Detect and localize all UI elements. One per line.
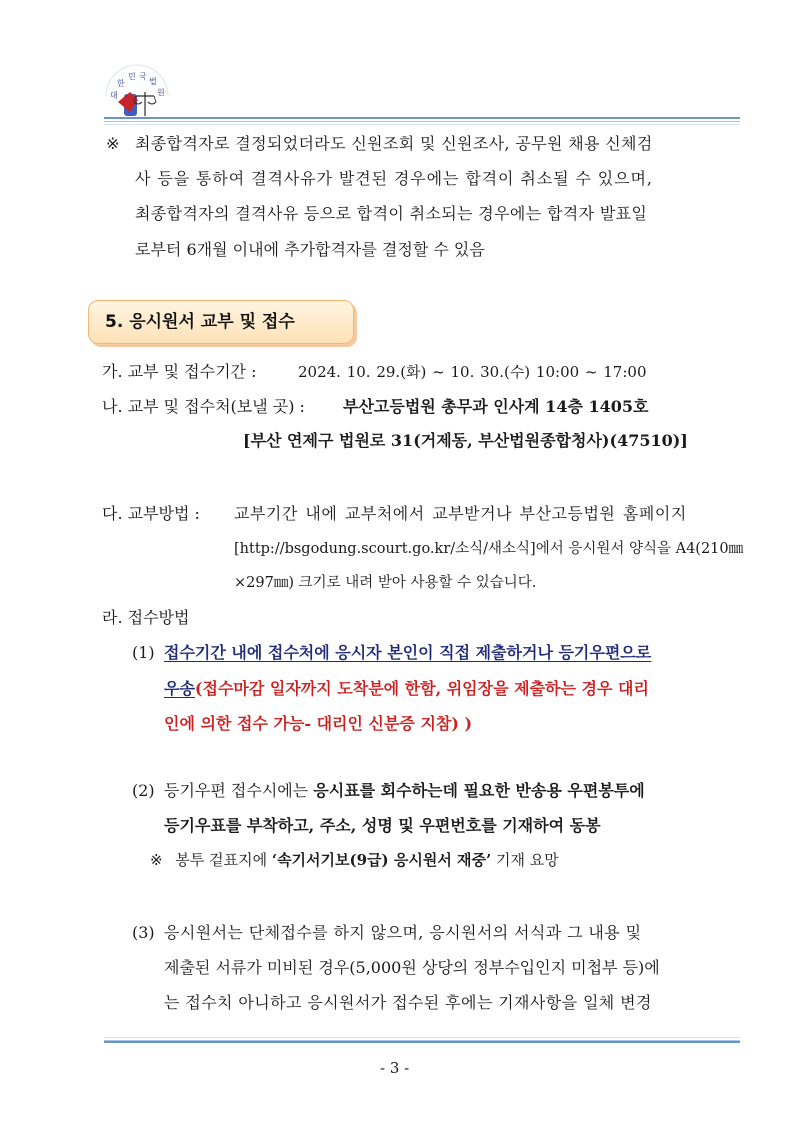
sub2-line-1 [164,781,645,801]
section-heading [88,300,354,344]
sub3-line-3: 는 접수치 아니하고 응시원서가 접수된 후에는 기재사항을 일체 변경 [164,993,652,1012]
header-rule [104,117,740,125]
sub1-line-2 [164,679,649,699]
item-ga-label: 가. 교부 및 접수기간 : [102,362,257,381]
sub2-num: (2) [132,781,155,800]
svg-text:원: 원 [157,88,165,97]
note-line-4: 로부터 6개월 이내에 추가합격자를 결정할 수 있음 [135,240,485,259]
svg-text:법: 법 [149,77,157,86]
svg-text:민: 민 [128,72,136,81]
sub2-line-1-plain: 등기우편 접수시에는 [164,781,314,800]
item-na-address: [부산 연제구 법원로 31(거제동, 부산법원종합청사)(47510)] [243,431,688,450]
item-ra-label: 라. 접수방법 [102,608,190,627]
sub2-line-2: 등기우표를 부착하고, 주소, 성명 및 우편번호를 기재하여 동봉 [164,816,601,835]
note-line-2: 사 등을 통하여 결격사유가 발견된 경우에는 합격이 취소될 수 있으며, [135,169,653,188]
sub2-note-plain-2: 기재 요망 [491,851,559,869]
sub3-line-2: 제출된 서류가 미비된 경우(5,000원 상당의 정부수입인지 미첩부 등)에 [164,958,660,977]
sub1-line-2-red: (접수마감 일자까지 도착분에 한함, 위임장을 제출하는 경우 대리 [194,679,649,698]
item-na-value: 부산고등법원 총무과 인사계 14층 1405호 [343,397,649,416]
sub2-note-mark: ※ [150,851,163,869]
note-mark: ※ [106,134,120,153]
note-line-3: 최종합격자의 결격사유 등으로 합격이 취소되는 경우에는 합격자 발표일 [135,204,648,223]
sub3-num: (3) [132,923,155,942]
sub1-num: (1) [132,643,155,662]
sub2-note-plain-1: 봉투 겉표지에 [175,851,272,869]
svg-text:국: 국 [139,72,147,81]
court-logo [100,62,174,122]
item-da-line-3: ×297㎜) 크기로 내려 받아 사용할 수 있습니다. [234,575,537,591]
item-ga-value: 2024. 10. 29.(화) ~ 10. 30.(수) 10:00 ~ 17:00 [298,363,647,381]
sub2-note-bold: ‘속기서기보(9급) 응시원서 재중’ [271,851,492,869]
sub2-note [150,850,559,870]
svg-text:대: 대 [110,91,118,100]
svg-text:한: 한 [117,79,125,88]
sub1-line-1: 접수기간 내에 접수처에 응시자 본인이 직접 제출하거나 등기우편으로 [164,643,652,662]
sub2-line-1-bold: 응시표를 회수하는데 필요한 반송용 우편봉투에 [313,781,645,800]
note-line-1: 최종합격자로 결정되었더라도 신원조회 및 신원조사, 공무원 채용 신체검 [135,134,653,153]
item-na-label: 나. 교부 및 접수처(보낼 곳) : [102,397,305,416]
sub3-line-1: 응시원서는 단체접수를 하지 않으며, 응시원서의 서식과 그 내용 및 [164,923,642,942]
item-da-label: 다. 교부방법 : [102,504,200,523]
page-number: - 3 - [380,1059,410,1077]
item-da-line-2: [http://bsgodung.scourt.go.kr/소식/새소식]에서 응시원서 양식을 A4(210㎜ [234,541,744,557]
sub1-line-2-blue: 우송 [164,679,195,698]
item-da-line-1: 교부기간 내에 교부처에서 교부받거나 부산고등법원 홈페이지 [234,504,687,523]
footer-rule [104,1035,740,1043]
section-title: 5. 응시원서 교부 및 접수 [105,312,295,332]
sub1-line-3: 인에 의한 접수 가능- 대리인 신분증 지참) ) [164,714,473,733]
